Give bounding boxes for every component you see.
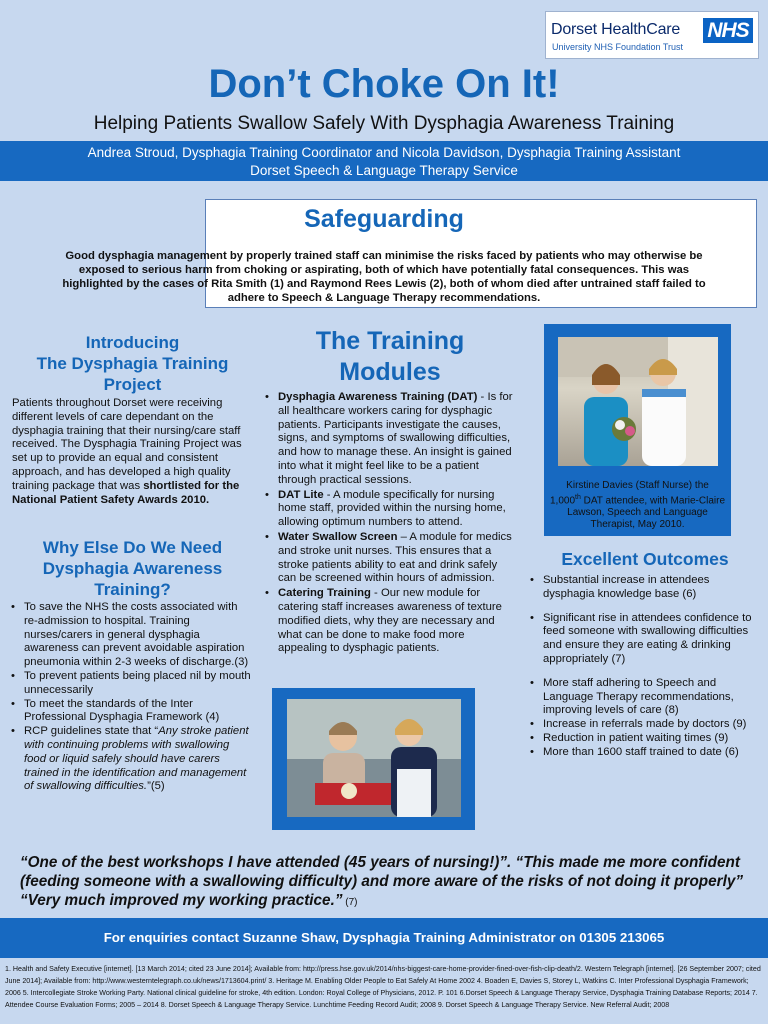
quote-reference: (7) xyxy=(342,897,358,908)
logo-name: Dorset HealthCare xyxy=(551,21,681,38)
page-title: Don’t Choke On It! xyxy=(208,62,560,106)
caption-part-b: DAT attendee, with Marie-Claire Lawson, Speech and Language Therapist, May 2010. xyxy=(567,495,726,531)
safeguarding-text: Good dysphagia management by properly trained staff can minimise the risks faced by patients who may otherwise be exposed to serious harm from choking or aspirating, both of which have potentially fatal consequences. This was highlighted by the cases of Rita Smith (1) and Raymond Rees Lewis (2), both of whom died after untrained staff failed to adhere to Speech & Language Therapy recommendations. xyxy=(62,250,706,304)
caption-part-a: Kirstine Davies (Staff Nurse) the 1,000 xyxy=(550,480,709,507)
intro-heading xyxy=(10,332,255,395)
feeding-photo xyxy=(287,699,461,817)
outcomes-heading: Excellent Outcomes xyxy=(561,549,729,569)
outcome-item: • Substantial increase in attendees dysphagia knowledge base (6) xyxy=(527,574,753,602)
rcp-suffix: ”(5) xyxy=(147,780,165,793)
list-item: • To meet the standards of the Inter Professional Dysphagia Framework (4) xyxy=(8,698,254,726)
module-text: – A module for medics and stroke unit nurses. This ensures that a stroke patients ability to eat and drink safely can be screened within hours of admission. xyxy=(278,530,512,585)
module-item xyxy=(262,587,516,656)
outcome-item: • Significant rise in attendees confidence to feed someone with swallowing difficulties and ensure they are eating & drinking appropriately (7) xyxy=(527,612,753,667)
outcome-item: • Increase in referrals made by doctors (9) xyxy=(527,718,753,732)
module-text: - Our new module for catering staff increases awareness of texture modified diets, why they are necessary and what can be done to make food more appealing to dysphagic patients. xyxy=(278,587,502,655)
outcome-item: • More than 1600 staff trained to date (6) xyxy=(527,746,753,760)
quote-text: “One of the best workshops I have attended (45 years of nursing!)”. “This made me more confident (feeding someone with a swallowing difficulty) and more aware of the risks of not doing it properly” “Very much improved my working practice.” xyxy=(20,854,744,909)
safeguarding-title: Safeguarding xyxy=(304,205,464,233)
list-item: • To prevent patients being placed nil by mouth unnecessarily xyxy=(8,670,254,698)
why-list xyxy=(8,601,254,794)
intro-award: shortlisted for the National Patient Safety Awards 2010. xyxy=(12,479,240,506)
staff-photo-caption xyxy=(550,480,725,531)
intro-heading-line2: The Dysphagia Training Project xyxy=(36,354,229,394)
author-band xyxy=(0,141,768,181)
rcp-prefix: RCP guidelines state that “ xyxy=(24,725,159,738)
nhs-badge: NHS xyxy=(703,18,753,43)
feeding-photo-illustration xyxy=(287,699,461,817)
list-item: • To save the NHS the costs associated with re-admission to hospital. Training nurses/carers in general dysphagia awareness can prevent avoidable aspiration pneumonia within 2-3 weeks of discharge.(3) xyxy=(8,601,254,670)
testimonial-quote xyxy=(20,853,750,912)
page-subtitle: Helping Patients Swallow Safely With Dysphagia Awareness Training xyxy=(93,113,675,134)
modules-heading: The Training Modules xyxy=(315,327,465,386)
module-name: Dysphagia Awareness Training (DAT) xyxy=(278,391,478,403)
module-text: - A module specifically for nursing home staff, provided within the nursing home, allowing optimum numbers to attend. xyxy=(278,488,506,529)
module-name: Catering Training xyxy=(278,587,371,600)
module-item xyxy=(262,531,516,586)
logo-trust: University NHS Foundation Trust xyxy=(552,42,684,52)
module-item xyxy=(262,489,516,530)
module-name: Water Swallow Screen xyxy=(278,530,398,543)
intro-heading-line1: Introducing xyxy=(85,333,180,352)
intro-text xyxy=(12,397,252,507)
enquiry-band: For enquiries contact Suzanne Shaw, Dysphagia Training Administrator on 01305 213065 xyxy=(0,918,768,958)
references: 1. Health and Safety Executive [internet]. [13 March 2014; cited 23 June 2014]; Available from: http://press.hse.gov.uk/2014/nhs-biggest-care-home-provider-fined-over-fish-clip-death/2. Western Telegraph [internet]. [26 September 2007; cited June 2014]; Available from: http://www.westerntelegraph.co.uk/news/1713604.print/ 3. Heritage M. Enabling Older People to Eat Safely At Home 2002 4. Boaden E, Davies S, Storey L, Watkins C. Inter Professional Dysphagia Framework; 2006 5. Intercollegiate Stroke Working Party. National clinical guideline for stroke, 4th edition. London: Royal College of Physicians, 2012. P. 101 6.Dorset Speech & Language Therapy Service, Dysphagia Training Database Reports; 2014 7. Attendee Course Evaluation Forms; 2005 – 2014 8. Dorset Speech & Language Therapy Service. Lunchtime Feeding Record Audit; 2008 9. Dorset Speech & Language Therapy Service. New Referral Audit; 2008 xyxy=(5,965,761,1009)
authors: Andrea Stroud, Dysphagia Training Coordinator and Nicola Davidson, Dysphagia Training Assistant xyxy=(87,145,681,160)
list-item xyxy=(8,725,254,794)
module-item xyxy=(262,391,516,488)
rcp-quote: Any stroke patient with continuing problems with swallowing food or liquid safely should have carers trained in the identification and management of swallowing difficulties. xyxy=(24,725,249,793)
outcomes-list xyxy=(527,574,753,760)
why-heading: Why Else Do We Need Dysphagia Awareness Training? xyxy=(42,538,223,599)
caption-superscript: th xyxy=(575,494,581,501)
outcome-item: • More staff adhering to Speech and Language Therapy recommendations, improving levels of care (8) xyxy=(527,677,753,718)
service-name: Dorset Speech & Language Therapy Service xyxy=(250,163,518,178)
dorset-healthcare-logo xyxy=(545,11,759,59)
intro-body: Patients throughout Dorset were receiving different levels of care dependant on the dysphagia training that their nursing/care staff received. The Dysphagia Training Project was set up to provide an equal and consistent approach, and has developed a high quality training package that was xyxy=(12,397,242,492)
staff-photo xyxy=(558,337,718,466)
module-name: DAT Lite xyxy=(278,488,324,501)
staff-photo-illustration xyxy=(558,337,718,466)
photo-frame-feeding xyxy=(272,688,475,830)
outcome-item: • Reduction in patient waiting times (9) xyxy=(527,732,753,746)
modules-list xyxy=(262,391,516,657)
photo-frame-staff xyxy=(544,324,731,536)
module-text: - Is for all healthcare workers caring for dysphagic patients. Participants investigate the causes, signs, and symptoms of swallowing difficulties, and how to manage these. An insight is gained into what it might feel like to be a patient through practical sessions. xyxy=(278,391,513,486)
